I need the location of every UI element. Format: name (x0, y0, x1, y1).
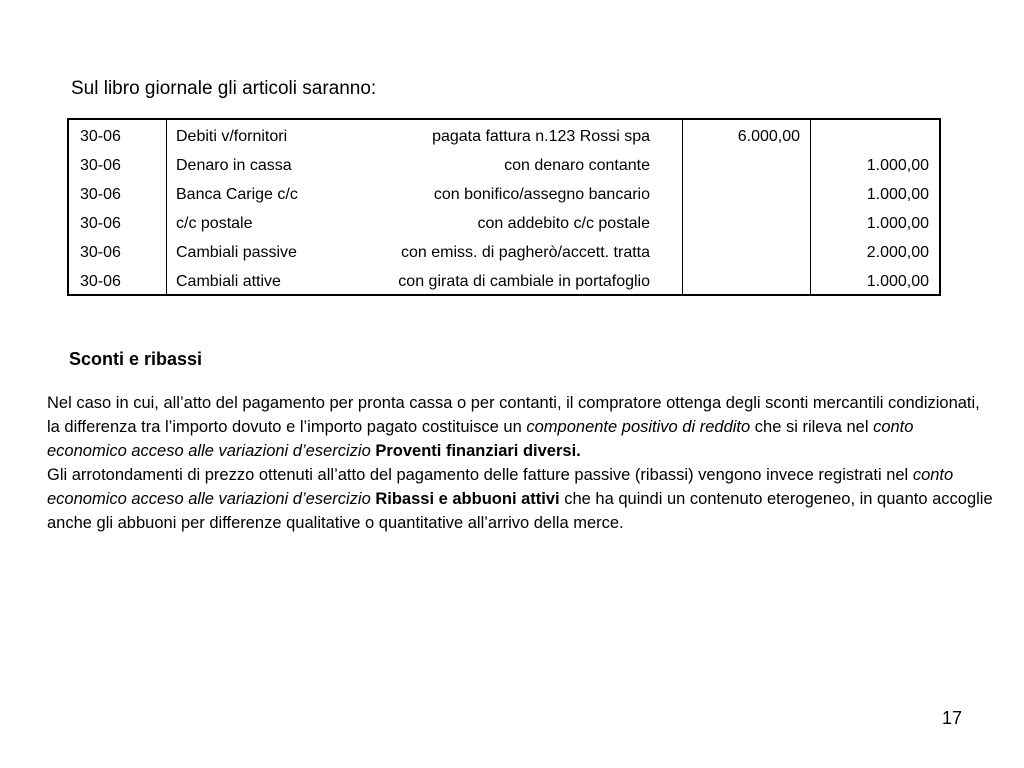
entry-date: 30-06 (80, 215, 121, 232)
entry-avere: 1.000,00 (866, 157, 929, 174)
entry-date: 30-06 (80, 128, 121, 145)
table-row (69, 209, 939, 238)
table-row (69, 267, 939, 296)
table-row (69, 122, 939, 151)
entry-account: Cambiali attive (176, 273, 281, 290)
entry-description: con bonifico/assegno bancario (433, 186, 650, 203)
entry-account: c/c postale (176, 215, 253, 232)
entry-description: con denaro contante (504, 157, 650, 174)
intro-text: Sul libro giornale gli articoli saranno: (71, 78, 377, 99)
entry-description: con addebito c/c postale (477, 215, 650, 232)
entry-description: con emiss. di pagherò/accett. tratta (400, 244, 650, 261)
entry-avere: 1.000,00 (866, 273, 929, 290)
entry-date: 30-06 (80, 157, 121, 174)
bold-term: Ribassi e abbuoni attivi (375, 490, 560, 508)
entry-account: Denaro in cassa (176, 157, 292, 174)
entry-avere: 1.000,00 (866, 186, 929, 203)
entry-dare: 6.000,00 (737, 128, 800, 145)
bold-term: Proventi finanziari diversi. (375, 442, 581, 460)
entry-date: 30-06 (80, 186, 121, 203)
italic-term: conto economico acceso alle variazioni d’esercizio (47, 466, 954, 508)
entry-description: con girata di cambiale in portafoglio (398, 273, 650, 290)
page-number: 17 (941, 708, 962, 728)
table-row (69, 238, 939, 267)
entry-account: Banca Carige c/c (176, 186, 298, 203)
section-title: Sconti e ribassi (69, 349, 203, 369)
entry-avere: 2.000,00 (866, 244, 929, 261)
journal-table (67, 118, 941, 296)
paragraph-ribassi (47, 463, 997, 535)
text-run: Nel caso in cui, all’atto del pagamento per pronta cassa o per contanti, il compratore ottenga degli sconti mercantili condizionati, la differenza tra l’importo dovuto e l’importo pagato costituisce un (47, 394, 980, 436)
italic-term: componente positivo di reddito (526, 418, 751, 436)
text-run: che si rileva nel (750, 418, 874, 436)
body-text (47, 391, 997, 535)
entry-account: Debiti v/fornitori (176, 128, 288, 145)
table-row (69, 180, 939, 209)
table-row (69, 151, 939, 180)
entry-description: pagata fattura n.123 Rossi spa (432, 128, 650, 145)
italic-term: conto economico acceso alle variazioni d’esercizio (47, 418, 914, 460)
entry-date: 30-06 (80, 273, 121, 290)
entry-date: 30-06 (80, 244, 121, 261)
paragraph-sconti (47, 391, 997, 463)
entry-avere: 1.000,00 (866, 215, 929, 232)
text-run: Gli arrotondamenti di prezzo ottenuti all’atto del pagamento delle fatture passive (ribassi) vengono invece registrati nel (47, 466, 913, 484)
text-run: che ha quindi un contenuto eterogeneo, in quanto accoglie anche gli abbuoni per differenze qualitative o quantitative all’arrivo della merce. (47, 490, 993, 532)
entry-account: Cambiali passive (176, 244, 297, 261)
